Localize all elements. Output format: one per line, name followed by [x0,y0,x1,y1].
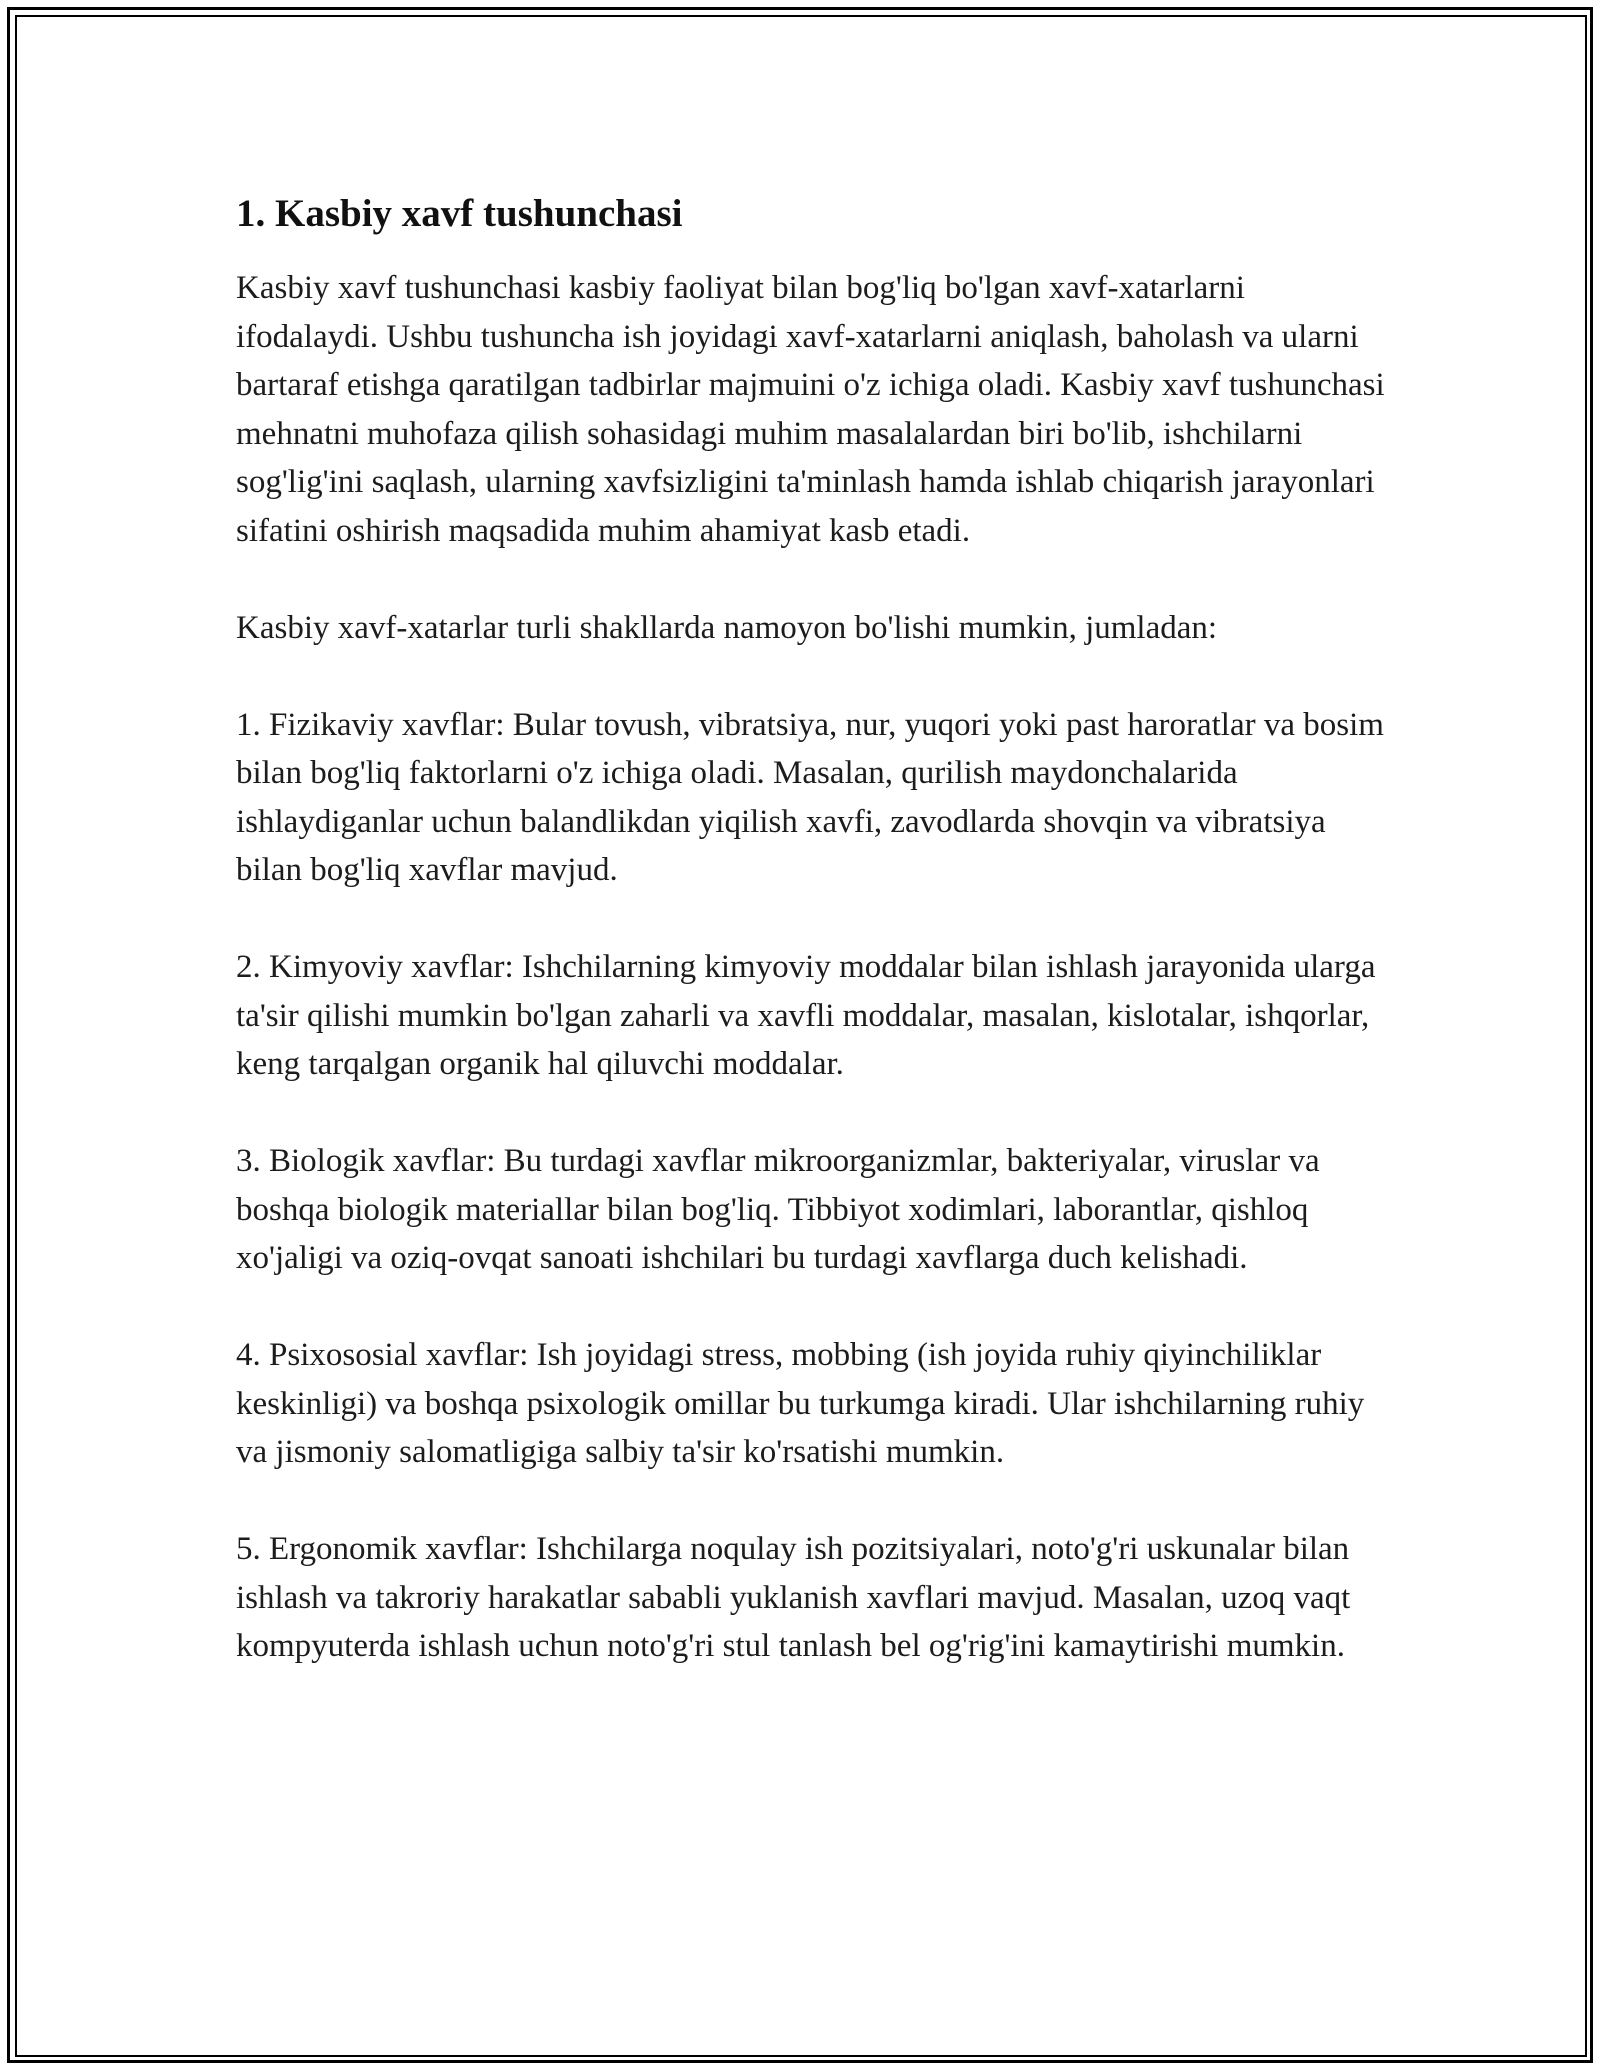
list-item-chemical-hazards: 2. Kimyoviy xavflar: Ishchilarning kimyoviy moddalar bilan ishlash jarayonida ularga ta'sir qilishi mumkin bo'lgan zaharli va xavfli moddalar, masalan, kislotalar, ishqorlar, keng tarqalgan organik hal qiluvchi moddalar. [236,949,1376,1082]
list-item-ergonomic-hazards: 5. Ergonomik xavflar: Ishchilarga noqulay ish pozitsiyalari, noto'g'ri uskunalar bilan ishlash va takroriy harakatlar sababli yuklanish xavflari mavjud. Masalan, uzoq vaqt kompyuterda ishlash uchun noto'g'ri stul tanlash bel og'rig'ini kamaytirishi mumkin. [236,1531,1351,1664]
paragraph-intro: Kasbiy xavf tushunchasi kasbiy faoliyat bilan bog'liq bo'lgan xavf-xatarlarni ifodalaydi. Ushbu tushuncha ish joyidagi xavf-xatarlarni aniqlash, baholash va ularni bartaraf etishga qaratilgan tadbirlar majmuini o'z ichiga oladi. Kasbiy xavf tushunchasi mehnatni muhofaza qilish sohasidagi muhim masalalardan biri bo'lib, ishchilarni sog'lig'ini saqlash, ularning xavfsizligini ta'minlash hamda ishlab chiqarish jarayonlari sifatini oshirish maqsadida muhim ahamiyat kasb etadi. [236,270,1385,549]
list-item-physical-hazards: 1. Fizikaviy xavflar: Bular tovush, vibratsiya, nur, yuqori yoki past haroratlar va bosim bilan bog'liq faktorlarni o'z ichiga oladi. Masalan, qurilish maydonchalarida ishlaydiganlar uchun balandlikdan yiqilish xavfi, zavodlarda shovqin va vibratsiya bilan bog'liq xavflar mavjud. [236,706,1384,888]
document-body [236,186,1386,1671]
paragraph-lead-in: Kasbiy xavf-xatarlar turli shakllarda namoyon bo'lishi mumkin, jumladan: [236,609,1218,646]
section-heading: 1. Kasbiy xavf tushunchasi [236,192,683,235]
list-item-biological-hazards: 3. Biologik xavflar: Bu turdagi xavflar mikroorganizmlar, bakteriyalar, viruslar va boshqa biologik materiallar bilan bog'liq. Tibbiyot xodimlari, laborantlar, qishloq xo'jaligi va oziq-ovqat sanoati ishchilari bu turdagi xavflarga duch kelishadi. [236,1143,1320,1276]
list-item-psychosocial-hazards: 4. Psixososial xavflar: Ish joyidagi stress, mobbing (ish joyida ruhiy qiyinchiliklar keskinligi) va boshqa psixologik omillar bu turkumga kiradi. Ular ishchilarning ruhiy va jismoniy salomatligiga salbiy ta'sir ko'rsatishi mumkin. [236,1337,1365,1470]
